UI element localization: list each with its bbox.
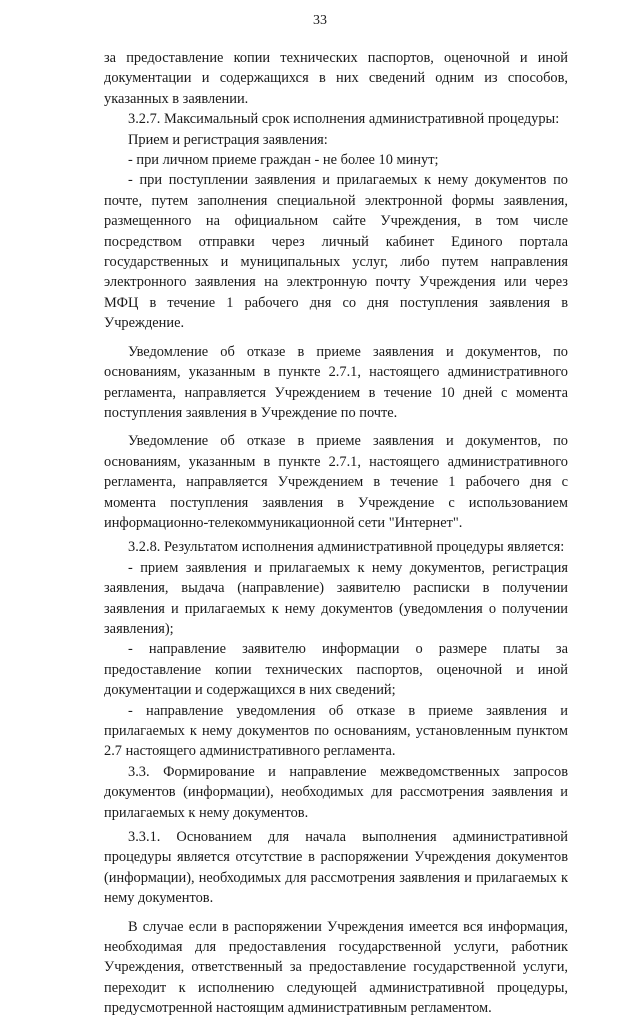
- paragraph-3-3-heading: 3.3. Формирование и направление межведомственных запросов документов (информации), необходимых для рассмотрения заявления и прилагаемых к нему документов.: [104, 763, 568, 821]
- page-number: 33: [313, 13, 327, 28]
- list-item-refusal-notice: - направление уведомления об отказе в приеме заявления и прилагаемых к нему документов по основаниям, установленным пунктом 2.7 настоящего административного регламента.: [104, 702, 568, 760]
- paragraph-3-3-1: 3.3.1. Основанием для начала выполнения административной процедуры является отсутствие в распоряжении Учреждения документов (информации), необходимых для рассмотрения заявления и прилагаемых к нему документов.: [104, 829, 568, 907]
- paragraph-3-2-7-heading: 3.2.7. Максимальный срок исполнения административной процедуры:: [128, 111, 560, 128]
- document-body: [104, 48, 568, 1019]
- list-item-mail-electronic: - при поступлении заявления и прилагаемых к нему документов по почте, путем заполнения специальной электронной формы заявления, размещенного на официальном сайте Учреждения, в том числе посредством отправки через личный кабинет Единого портала государственных и муниципальных услуг, либо путем направления электронного заявления на электронную почту Учреждения или через МФЦ в течение 1 рабочего дня со дня поступления заявления в Учреждение.: [104, 172, 568, 332]
- paragraph-reception-label: Прием и регистрация заявления:: [128, 131, 328, 148]
- list-item-acceptance-registration: - прием заявления и прилагаемых к нему документов, регистрация заявления, выдача (направление) заявителю расписки в получении заявления и прилагаемых к нему документов (уведомления о получении заявления);: [104, 559, 568, 637]
- list-item-personal-reception: - при личном приеме граждан - не более 10 минут;: [128, 152, 439, 169]
- list-item-fee-information: - направление заявителю информации о размере платы за предоставление копии технических паспортов, оценочной и иной документации и содержащихся в них сведений;: [104, 641, 568, 699]
- paragraph-continuation: за предоставление копии технических паспортов, оценочной и иной документации и содержащихся в них сведений одним из способов, указанных в заявлении.: [104, 50, 568, 107]
- paragraph-refusal-notice-internet: Уведомление об отказе в приеме заявления и документов, по основаниям, указанным в пункте 2.7.1, настоящего административного регламента, направляется Учреждением в течение 1 рабочего дня с момента поступления заявления в Учреждение с использованием информационно-телекоммуникационной сети "Интернет".: [104, 433, 568, 531]
- paragraph-3-2-8-heading: 3.2.8. Результатом исполнения административной процедуры является:: [128, 539, 565, 556]
- paragraph-all-information-available: В случае если в распоряжении Учреждения имеется вся информация, необходимая для предоставления государственной услуги, работник Учреждения, ответственный за предоставление государственной услуги, переходит к исполнению следующей административной процедуры, предусмотренной настоящим административным регламентом.: [104, 918, 568, 1017]
- paragraph-refusal-notice-mail: Уведомление об отказе в приеме заявления и документов, по основаниям, указанным в пункте 2.7.1, настоящего административного регламента, направляется Учреждением в течение 10 дней с момента поступления заявления в Учреждение по почте.: [104, 343, 568, 421]
